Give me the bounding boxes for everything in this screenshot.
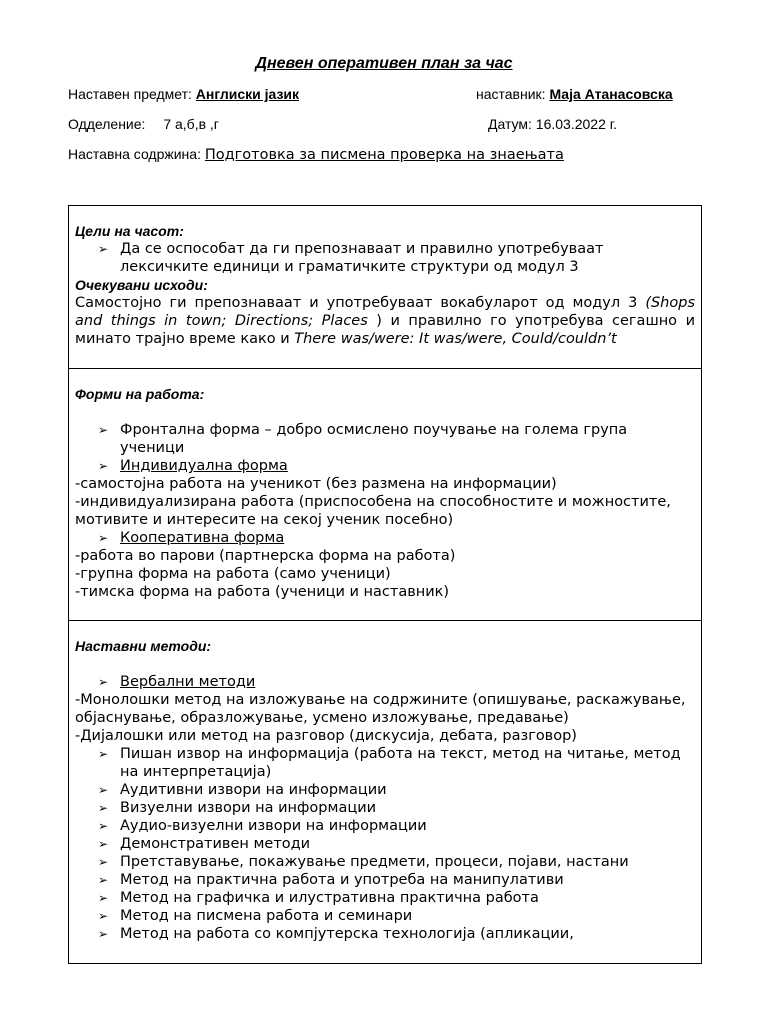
list-item: ➢ Фронтална форма – добро осмислено поучување на голема група ученици — [98, 422, 628, 456]
list-item: ➢ Демонстративен методи — [98, 836, 311, 852]
arrow-bullet-icon: ➢ — [98, 747, 109, 761]
subject-line — [68, 86, 299, 102]
list-item: ➢ Метод на практична работа и употреба на манипулативи — [98, 872, 564, 888]
forms-desc-4: -групна форма на работа (само ученици) — [75, 566, 391, 582]
methods-desc-2: -Дијалошки или метод на разговор (дискусија, дебата, разговор) — [75, 728, 577, 744]
teacher-label: наставник: — [476, 86, 546, 102]
list-item: ➢ Метод на работа со компјутерска технологија (апликации, — [98, 926, 574, 942]
class-value: 7 а,б,в ,г — [163, 116, 219, 132]
forms-list-2 — [75, 529, 695, 547]
arrow-bullet-icon: ➢ — [98, 855, 109, 869]
methods-list-2 — [75, 745, 695, 943]
teacher-line — [476, 86, 673, 102]
arrow-bullet-icon: ➢ — [98, 242, 109, 256]
content-value: Подготовка за писмена проверка на знаењата — [204, 147, 564, 163]
class-line — [68, 116, 219, 132]
teacher-value: Маја Атанасовска — [549, 86, 673, 102]
arrow-bullet-icon: ➢ — [98, 423, 109, 437]
methods-list-1 — [75, 673, 695, 691]
forms-desc-3: -работа во парови (партнерска форма на работа) — [75, 548, 456, 564]
content-line — [68, 146, 564, 163]
arrow-bullet-icon: ➢ — [98, 459, 109, 473]
list-item: ➢ Визуелни извори на информации — [98, 800, 377, 816]
class-label: Одделение: — [68, 116, 146, 132]
list-item: ➢ Вербални методи — [98, 674, 256, 690]
forms-cell — [69, 369, 701, 621]
methods-heading: Наставни методи: — [75, 638, 212, 654]
arrow-bullet-icon: ➢ — [98, 819, 109, 833]
forms-heading: Форми на работа: — [75, 386, 205, 402]
goals-list — [75, 240, 695, 276]
date-label: Датум: — [488, 116, 532, 132]
list-item: ➢ Да се оспособат да ги препознаваат и правилно употребуваат лексичките единици и граматичките структури од модул 3 — [98, 241, 604, 275]
forms-desc-1: -самостојна работа на ученикот (без размена на информации) — [75, 476, 557, 492]
subject-label: Наставен предмет: — [68, 86, 192, 102]
outcomes-heading: Очекувани исходи: — [75, 277, 208, 293]
date-value: 16.03.2022 г. — [535, 116, 618, 132]
content-label: Наставна содржина: — [68, 146, 201, 162]
arrow-bullet-icon: ➢ — [98, 909, 109, 923]
list-item: ➢ Индивидуална форма — [98, 458, 288, 474]
methods-cell — [69, 621, 701, 964]
forms-list-1 — [75, 421, 695, 475]
goals-heading: Цели на часот: — [75, 223, 184, 239]
arrow-bullet-icon: ➢ — [98, 531, 109, 545]
subject-value: Англиски јазик — [195, 86, 300, 102]
methods-desc-1: -Монолошки метод на изложување на содржините (опишување, раскажување, објаснување, образложување, усмено изложување, предавање) — [75, 692, 686, 726]
arrow-bullet-icon: ➢ — [98, 801, 109, 815]
arrow-bullet-icon: ➢ — [98, 891, 109, 905]
goals-cell — [69, 206, 701, 369]
list-item: ➢ Пишан извор на информација (работа на текст, метод на читање, метод на интерпретација) — [98, 746, 681, 780]
list-item: ➢ Метод на писмена работа и семинари — [98, 908, 413, 924]
list-item: ➢ Аудитивни извори на информации — [98, 782, 387, 798]
forms-desc-5: -тимска форма на работа (ученици и наставник) — [75, 584, 450, 600]
page-title: Дневен оперативен план за час — [255, 55, 513, 72]
arrow-bullet-icon: ➢ — [98, 873, 109, 887]
arrow-bullet-icon: ➢ — [98, 783, 109, 797]
date-line — [488, 116, 617, 132]
forms-desc-2: -индивидуализирана работа (приспособена на способностите и можностите, мотивите и интересите на секој ученик посебно) — [75, 494, 671, 528]
arrow-bullet-icon: ➢ — [98, 927, 109, 941]
outcomes-text: Самостојно ги препознаваат и употребуваат вокабуларот од модул 3 (Shops and things in town; Directions; Places ) и правилно го употребува сегашно и минато трајно време како и There was/were: It was/were, Could/couldn’t — [75, 295, 695, 347]
arrow-bullet-icon: ➢ — [98, 675, 109, 689]
list-item: ➢ Аудио-визуелни извори на информации — [98, 818, 427, 834]
list-item: ➢ Кооперативна форма — [98, 530, 285, 546]
list-item: ➢ Претставување, покажување предмети, процеси, појави, настани — [98, 854, 629, 870]
plan-table — [68, 205, 702, 964]
arrow-bullet-icon: ➢ — [98, 837, 109, 851]
list-item: ➢ Метод на графичка и илустративна практична работа — [98, 890, 539, 906]
